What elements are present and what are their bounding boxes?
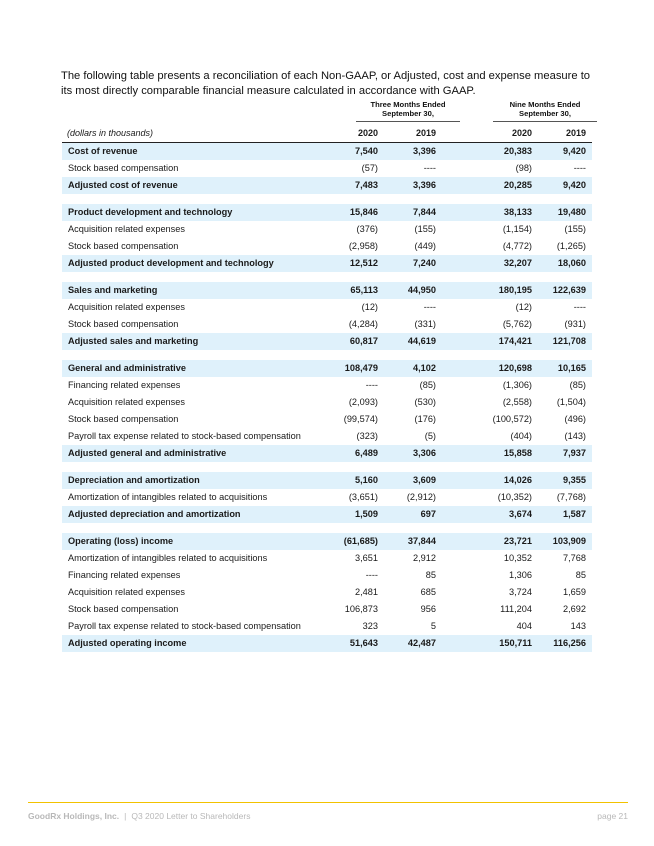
value-cell: (3,651) [348, 492, 378, 502]
value-cell: 106,873 [344, 604, 378, 614]
footer-company: GoodRx Holdings, Inc. [28, 811, 120, 821]
value-cell: (2,912) [406, 492, 436, 502]
value-cell: (85) [569, 380, 586, 390]
value-cell: 10,165 [538, 360, 592, 377]
value-cell: 32,207 [472, 255, 538, 272]
value-cell: (61,685) [318, 533, 384, 550]
adjusted-total-row [62, 506, 592, 523]
row-label: Adjusted general and administrative [62, 445, 318, 462]
value-cell: 7,240 [384, 255, 442, 272]
gaap-total-row [62, 472, 592, 489]
value-cell: 60,817 [318, 333, 384, 350]
page-footer [28, 811, 628, 821]
table-row [62, 377, 592, 394]
value-cell: 9,420 [538, 177, 592, 194]
value-cell: 111,204 [500, 604, 532, 614]
value-cell: (85) [419, 380, 436, 390]
gaap-total-row [62, 360, 592, 377]
table-row [62, 411, 592, 428]
value-cell: 116,256 [538, 635, 592, 652]
spacer-row [62, 462, 592, 472]
table-row [62, 601, 592, 618]
value-cell: 7,937 [538, 445, 592, 462]
value-cell: 10,352 [503, 553, 532, 563]
value-cell: (449) [414, 241, 436, 251]
adjusted-total-row [62, 255, 592, 272]
gaap-total-row [62, 143, 592, 160]
value-cell: 1,659 [563, 587, 586, 597]
row-label: Financing related expenses [68, 380, 181, 390]
column-gap [442, 204, 472, 221]
column-gap [442, 282, 472, 299]
row-label: Acquisition related expenses [68, 302, 185, 312]
nine-months-underline [493, 121, 597, 122]
value-cell: 2,692 [563, 604, 586, 614]
value-cell: 23,721 [472, 533, 538, 550]
table-row [62, 489, 592, 506]
units-label: (dollars in thousands) [67, 128, 154, 138]
value-cell: 143 [570, 621, 586, 631]
value-cell: (496) [564, 414, 586, 424]
row-label: Acquisition related expenses [68, 397, 185, 407]
table-row [62, 221, 592, 238]
value-cell: 2,912 [413, 553, 436, 563]
value-cell: (5,762) [502, 319, 532, 329]
spacer-row [62, 350, 592, 360]
table-row [62, 584, 592, 601]
value-cell: ---- [423, 163, 436, 173]
gaap-total-row [62, 533, 592, 550]
row-label: Financing related expenses [68, 570, 181, 580]
table-row [62, 618, 592, 635]
value-cell: 956 [420, 604, 436, 614]
value-cell: 2,481 [355, 587, 378, 597]
row-label: Acquisition related expenses [68, 587, 185, 597]
column-gap [442, 221, 472, 238]
value-cell: 3,609 [384, 472, 442, 489]
spacer-row [62, 194, 592, 204]
value-cell: (5) [424, 431, 436, 441]
gaap-total-row [62, 204, 592, 221]
value-cell: 65,113 [318, 282, 384, 299]
column-gap [442, 360, 472, 377]
column-gap [442, 618, 472, 635]
value-cell: 85 [425, 570, 436, 580]
column-gap [442, 550, 472, 567]
value-cell: (10,352) [497, 492, 532, 502]
row-label: Amortization of intangibles related to acquisitions [68, 492, 268, 502]
value-cell: 51,643 [318, 635, 384, 652]
column-gap [442, 489, 472, 506]
spacer-cell [62, 350, 592, 360]
value-cell: (376) [356, 224, 378, 234]
intro-paragraph: The following table presents a reconciliation of each Non-GAAP, or Adjusted, cost and expense measure to its most directly comparable financial measure calculated in accordance with GAAP. [61, 70, 591, 97]
value-cell: 7,540 [318, 143, 384, 160]
column-gap [442, 533, 472, 550]
row-label: Sales and marketing [62, 282, 318, 299]
value-cell: 3,396 [384, 143, 442, 160]
row-label: Payroll tax expense related to stock-based compensation [68, 621, 301, 631]
column-gap [442, 567, 472, 584]
column-gap [442, 472, 472, 489]
row-label: Stock based compensation [68, 414, 179, 424]
value-cell: 44,950 [384, 282, 442, 299]
table-row [62, 160, 592, 177]
year-header-ytd-2019: 2019 [565, 128, 586, 138]
reconciliation-table [62, 143, 592, 652]
value-cell: 180,195 [472, 282, 538, 299]
value-cell: 14,026 [472, 472, 538, 489]
column-gap [442, 394, 472, 411]
value-cell: 7,844 [384, 204, 442, 221]
value-cell: 4,102 [384, 360, 442, 377]
row-label: Product development and technology [62, 204, 318, 221]
column-header-row [62, 125, 592, 143]
row-label: Adjusted sales and marketing [62, 333, 318, 350]
value-cell: 150,711 [472, 635, 538, 652]
column-gap [442, 411, 472, 428]
value-cell: (12) [515, 302, 532, 312]
value-cell: (99,574) [343, 414, 378, 424]
value-cell: (176) [414, 414, 436, 424]
row-label: Adjusted operating income [62, 635, 318, 652]
three-months-header: Three Months Ended September 30, [370, 100, 446, 118]
column-gap [442, 445, 472, 462]
value-cell: 15,858 [472, 445, 538, 462]
value-cell: ---- [365, 380, 378, 390]
row-label: Adjusted product development and technology [62, 255, 318, 272]
value-cell: 1,306 [509, 570, 532, 580]
table-row [62, 567, 592, 584]
row-label: Stock based compensation [68, 604, 179, 614]
table-row [62, 299, 592, 316]
value-cell: 38,133 [472, 204, 538, 221]
value-cell: 12,512 [318, 255, 384, 272]
value-cell: (155) [414, 224, 436, 234]
value-cell: (1,265) [556, 241, 586, 251]
value-cell: (98) [515, 163, 532, 173]
row-label: Operating (loss) income [62, 533, 318, 550]
value-cell: (2,093) [348, 397, 378, 407]
value-cell: (4,284) [348, 319, 378, 329]
value-cell: 121,708 [538, 333, 592, 350]
value-cell: (143) [564, 431, 586, 441]
value-cell: (404) [510, 431, 532, 441]
value-cell: (1,154) [502, 224, 532, 234]
adjusted-total-row [62, 445, 592, 462]
value-cell: 7,483 [318, 177, 384, 194]
footer-rule [28, 802, 628, 803]
year-header-ytd-2020: 2020 [511, 128, 532, 138]
value-cell: 3,396 [384, 177, 442, 194]
value-cell: ---- [365, 570, 378, 580]
row-label: Depreciation and amortization [62, 472, 318, 489]
adjusted-total-row [62, 177, 592, 194]
value-cell: 37,844 [384, 533, 442, 550]
value-cell: 7,768 [563, 553, 586, 563]
column-gap [442, 316, 472, 333]
adjusted-total-row [62, 635, 592, 652]
value-cell: 1,587 [538, 506, 592, 523]
value-cell: 15,846 [318, 204, 384, 221]
table-row [62, 316, 592, 333]
column-gap [442, 377, 472, 394]
value-cell: 1,509 [318, 506, 384, 523]
column-gap [442, 635, 472, 652]
value-cell: 103,909 [538, 533, 592, 550]
value-cell: 85 [575, 570, 586, 580]
row-label: Acquisition related expenses [68, 224, 185, 234]
value-cell: 9,420 [538, 143, 592, 160]
value-cell: (931) [564, 319, 586, 329]
value-cell: 697 [384, 506, 442, 523]
column-gap [442, 238, 472, 255]
column-gap [442, 177, 472, 194]
row-label: Stock based compensation [68, 241, 179, 251]
value-cell: (331) [414, 319, 436, 329]
footer-separator: | [124, 811, 127, 821]
year-header-q-2020: 2020 [357, 128, 378, 138]
value-cell: (4,772) [502, 241, 532, 251]
row-label: Stock based compensation [68, 163, 179, 173]
row-label: Adjusted depreciation and amortization [62, 506, 318, 523]
value-cell: (57) [361, 163, 378, 173]
table-row [62, 238, 592, 255]
value-cell: (530) [414, 397, 436, 407]
column-gap [442, 601, 472, 618]
value-cell: 19,480 [538, 204, 592, 221]
row-label: Amortization of intangibles related to acquisitions [68, 553, 268, 563]
value-cell: 5,160 [318, 472, 384, 489]
value-cell: 44,619 [384, 333, 442, 350]
table-row [62, 428, 592, 445]
row-label: Stock based compensation [68, 319, 179, 329]
value-cell: (2,558) [502, 397, 532, 407]
value-cell: 108,479 [318, 360, 384, 377]
row-label: General and administrative [62, 360, 318, 377]
value-cell: ---- [423, 302, 436, 312]
value-cell: 20,383 [472, 143, 538, 160]
value-cell: (1,306) [502, 380, 532, 390]
value-cell: 120,698 [472, 360, 538, 377]
value-cell: 174,421 [472, 333, 538, 350]
value-cell: (12) [361, 302, 378, 312]
column-gap [442, 160, 472, 177]
row-label: Cost of revenue [62, 143, 318, 160]
value-cell: ---- [573, 163, 586, 173]
value-cell: 6,489 [318, 445, 384, 462]
gaap-total-row [62, 282, 592, 299]
spacer-row [62, 523, 592, 533]
footer-document: Q3 2020 Letter to Shareholders [131, 811, 251, 821]
column-gap [442, 143, 472, 160]
value-cell: 3,306 [384, 445, 442, 462]
value-cell: 20,285 [472, 177, 538, 194]
value-cell: 122,639 [538, 282, 592, 299]
value-cell: 323 [362, 621, 378, 631]
value-cell: (100,572) [492, 414, 532, 424]
year-header-q-2019: 2019 [415, 128, 436, 138]
column-gap [442, 584, 472, 601]
spacer-cell [62, 194, 592, 204]
value-cell: 42,487 [384, 635, 442, 652]
column-gap [442, 299, 472, 316]
row-label: Adjusted cost of revenue [62, 177, 318, 194]
spacer-cell [62, 272, 592, 282]
value-cell: 404 [516, 621, 532, 631]
three-months-underline [356, 121, 460, 122]
value-cell: (1,504) [556, 397, 586, 407]
value-cell: 685 [420, 587, 436, 597]
spacer-cell [62, 462, 592, 472]
value-cell: (7,768) [556, 492, 586, 502]
column-gap [442, 333, 472, 350]
value-cell: 3,651 [355, 553, 378, 563]
table-row [62, 394, 592, 411]
column-gap [442, 255, 472, 272]
value-cell: (155) [564, 224, 586, 234]
value-cell: (323) [356, 431, 378, 441]
spacer-row [62, 272, 592, 282]
adjusted-total-row [62, 333, 592, 350]
value-cell: 5 [430, 621, 436, 631]
value-cell: (2,958) [348, 241, 378, 251]
row-label: Payroll tax expense related to stock-based compensation [68, 431, 301, 441]
value-cell: 18,060 [538, 255, 592, 272]
page-number: page 21 [597, 811, 628, 821]
value-cell: 3,724 [509, 587, 532, 597]
value-cell: 9,355 [538, 472, 592, 489]
value-cell: ---- [573, 302, 586, 312]
value-cell: 3,674 [472, 506, 538, 523]
spacer-cell [62, 523, 592, 533]
table-row [62, 550, 592, 567]
column-gap [442, 428, 472, 445]
column-gap [442, 506, 472, 523]
nine-months-header: Nine Months Ended September 30, [509, 100, 581, 118]
